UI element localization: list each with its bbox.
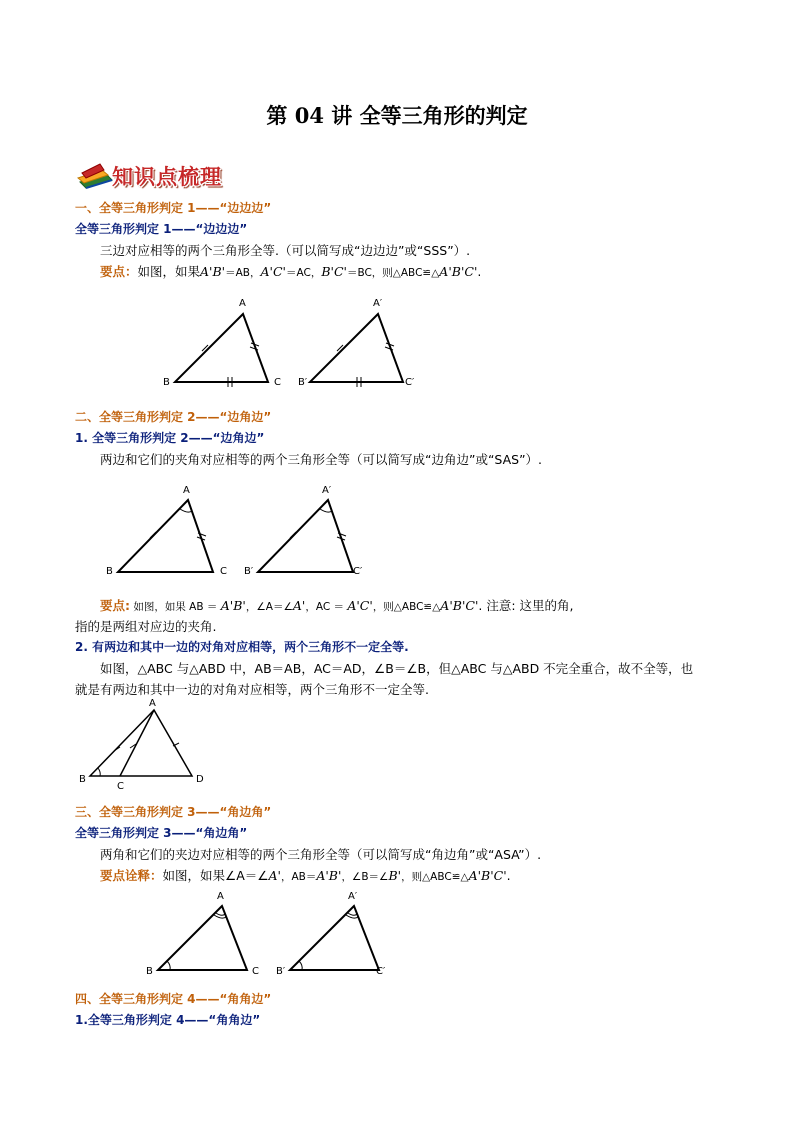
key-math: A'C' xyxy=(260,264,286,279)
key-text: . xyxy=(477,264,482,279)
key-math: B'C' xyxy=(321,264,347,279)
key-text: ，∠B＝∠ xyxy=(341,871,389,883)
section-3-key-point xyxy=(100,866,511,884)
section-2-text-2a: 如图，△ABC 与△ABD 中，AB＝AB，AC＝AD，∠B＝∠B，但△ABC 与△ABD 不完全重合，故不全等，也 xyxy=(100,661,694,676)
key-text: ，则△ABC≌△ xyxy=(401,871,469,883)
key-math: A'B'C' xyxy=(468,868,507,883)
label-C: C xyxy=(274,377,281,388)
label-B: B xyxy=(106,566,113,577)
section-2-subheading-1: 1. 全等三角形判定 2——“边角边” xyxy=(75,431,265,445)
key-math: A' xyxy=(292,598,306,613)
label-A: A xyxy=(149,698,156,709)
knowledge-banner xyxy=(76,160,246,192)
label-D: D xyxy=(196,774,204,785)
figure-asa xyxy=(140,886,410,982)
label-C: C xyxy=(220,566,227,577)
key-text: ，则△ABC≌△ xyxy=(372,601,441,613)
key-text: ，AB＝ xyxy=(280,871,317,883)
label-B: B xyxy=(146,966,153,977)
label-B-prime: B′ xyxy=(244,566,254,577)
key-label: 要点： xyxy=(100,264,138,279)
label-A-prime: A′ xyxy=(322,485,332,496)
section-3-text: 两角和它们的夹边对应相等的两个三角形全等（可以简写成“角边角”或“ASA”）. xyxy=(100,847,542,862)
section-3-heading: 三、全等三角形判定 3——“角边角” xyxy=(75,805,272,819)
section-2-key-point-cont: 指的是两组对应边的夹角. xyxy=(75,619,217,634)
key-math: A'B' xyxy=(220,598,246,613)
key-math: A'C' xyxy=(347,598,373,613)
figure-sss xyxy=(155,292,435,392)
key-text: ＝AB， xyxy=(225,267,261,279)
label-C-prime: C′ xyxy=(405,377,415,388)
key-math: A'B' xyxy=(200,264,226,279)
section-2-subheading-2: 2. 有两边和其中一边的对角对应相等，两个三角形不一定全等. xyxy=(75,640,409,654)
key-text: 如图，如果 AB ＝ xyxy=(130,601,221,613)
key-text: . 注意: 这里的角, xyxy=(478,598,574,613)
label-A: A xyxy=(183,485,190,496)
banner-label: 知识点梳理 xyxy=(112,165,222,189)
label-A-prime: A′ xyxy=(373,298,383,309)
section-1-text: 三边对应相等的两个三角形全等.（可以简写成“边边边”或“SSS”）. xyxy=(100,243,471,258)
key-math: A'B' xyxy=(316,868,342,883)
key-math: B' xyxy=(388,868,402,883)
label-B-prime: B′ xyxy=(276,966,286,977)
key-text: ，AC ＝ xyxy=(305,601,348,613)
section-3-subheading: 全等三角形判定 3——“角边角” xyxy=(75,826,248,840)
key-text: . xyxy=(506,868,511,883)
label-C-prime: C′ xyxy=(353,566,363,577)
books-icon xyxy=(76,160,116,190)
page-title: 第 04 讲 全等三角形的判定 xyxy=(266,103,528,128)
label-A: A xyxy=(239,298,246,309)
section-2-text-2b: 就是有两边和其中一边的对角对应相等，两个三角形不一定全等. xyxy=(75,682,429,697)
key-label: 要点诠释： xyxy=(100,868,163,883)
section-2-heading: 二、全等三角形判定 2——“边角边” xyxy=(75,410,272,424)
key-math: A' xyxy=(268,868,281,883)
section-2-text-1: 两边和它们的夹角对应相等的两个三角形全等（可以简写成“边角边”或“SAS”）. xyxy=(100,452,543,467)
key-text: ，∠A＝∠ xyxy=(245,601,293,613)
label-C-prime: C′ xyxy=(376,966,386,977)
key-text: ＝AC， xyxy=(285,267,322,279)
label-C: C xyxy=(252,966,259,977)
label-B: B xyxy=(79,774,86,785)
key-math: A'B'C' xyxy=(439,264,478,279)
section-1-heading: 一、全等三角形判定 1——“边边边” xyxy=(75,201,272,215)
figure-ssa-counterexample xyxy=(75,696,215,794)
figure-sas xyxy=(100,480,390,580)
section-2-key-point xyxy=(100,596,574,614)
section-4-subheading: 1.全等三角形判定 4——“角角边” xyxy=(75,1013,261,1027)
key-text: 如图，如果∠A＝∠ xyxy=(162,868,269,883)
key-text: 如图，如果 xyxy=(137,264,201,279)
section-4-heading: 四、全等三角形判定 4——“角角边” xyxy=(75,992,272,1006)
label-B: B xyxy=(163,377,170,388)
section-1-key-point xyxy=(100,262,481,280)
section-1-subheading: 全等三角形判定 1——“边边边” xyxy=(75,222,248,236)
label-A-prime: A′ xyxy=(348,891,358,902)
key-math: A'B'C' xyxy=(440,598,479,613)
label-B-prime: B′ xyxy=(298,377,308,388)
label-C: C xyxy=(117,781,124,792)
label-A: A xyxy=(217,891,224,902)
key-label: 要点: xyxy=(100,598,130,613)
key-text: ＝BC，则△ABC≌△ xyxy=(346,267,440,279)
